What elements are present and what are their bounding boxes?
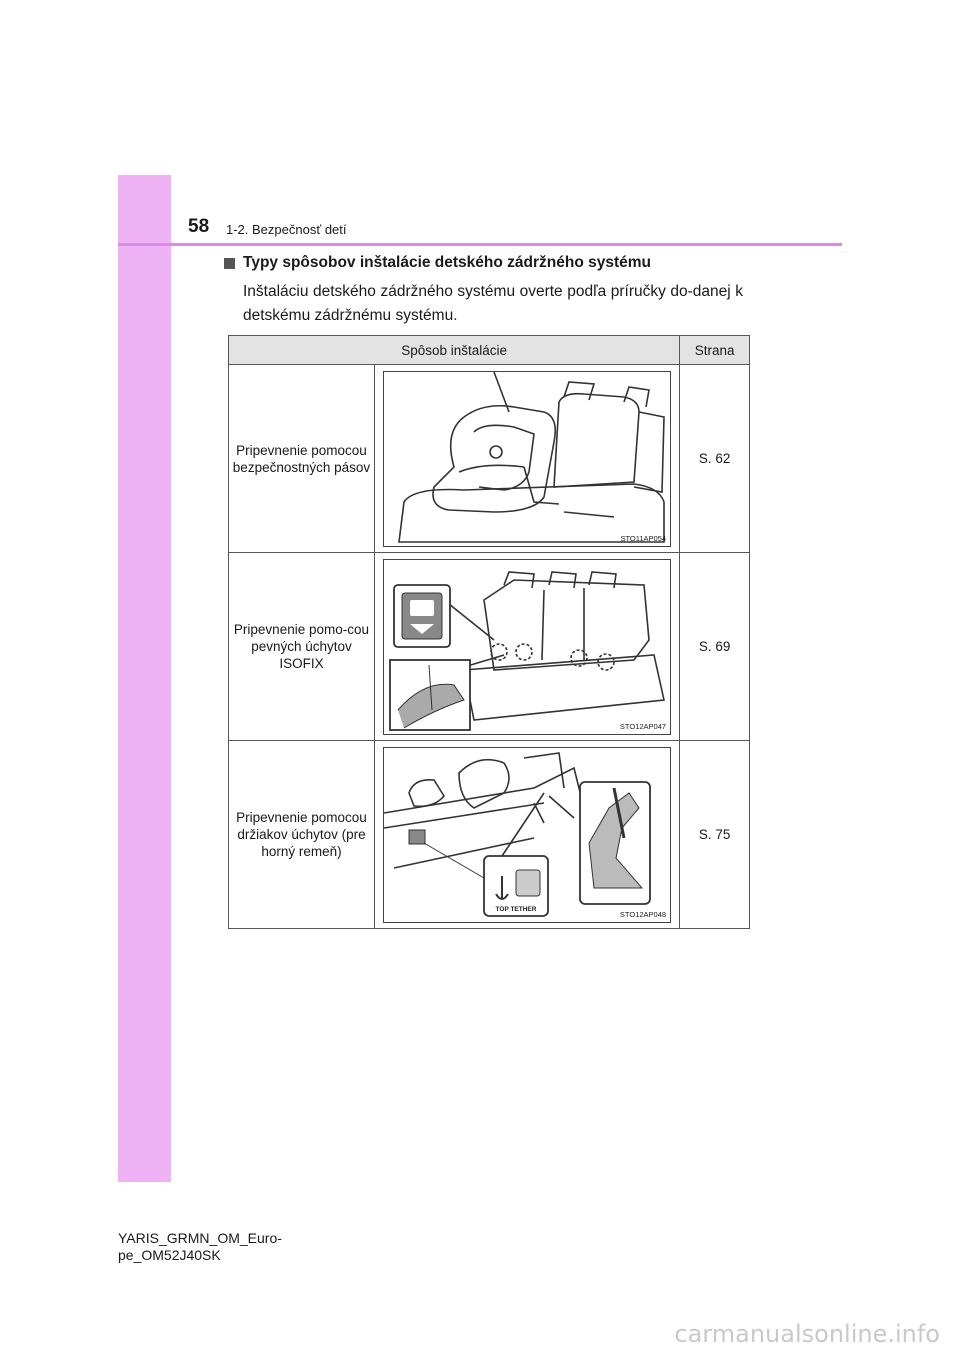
column-header-page: Strana: [680, 336, 750, 365]
page-reference: S. 62: [680, 365, 750, 553]
top-tether-label: TOP TETHER: [495, 905, 537, 913]
illustration-cell: [374, 741, 679, 929]
table-row: [229, 365, 750, 553]
top-tether-illustration: [383, 747, 671, 923]
square-bullet-icon: [224, 258, 235, 269]
table-row: [229, 741, 750, 929]
subheading: [224, 254, 651, 272]
illustration-cell: [374, 553, 679, 741]
watermark: carmanualsonline.info: [674, 1320, 940, 1348]
method-label: Pripevnenie pomo-cou pevných úchytov ISOFIX: [229, 553, 375, 741]
seatbelt-child-seat-illustration: [383, 371, 671, 547]
image-code: STO12AP047: [619, 721, 667, 731]
table-header-row: [229, 336, 750, 365]
subheading-text: Typy spôsobov inštalácie detského zádržného systému: [243, 254, 651, 271]
page-reference: S. 69: [680, 553, 750, 741]
intro-paragraph: Inštaláciu detského zádržného systému overte podľa príručky do-danej k detskému zádržnému systému.: [243, 283, 743, 324]
section-title: 1-2. Bezpečnosť detí: [226, 222, 347, 237]
installation-methods-table: [228, 335, 750, 929]
document-footer: [118, 1230, 282, 1264]
page-number: 58: [188, 216, 210, 237]
image-code: STO12AP048: [619, 909, 667, 919]
header-divider: [118, 243, 842, 246]
page-reference: S. 75: [680, 741, 750, 929]
table-row: [229, 553, 750, 741]
isofix-anchors-illustration: [383, 559, 671, 735]
footer-line-1: YARIS_GRMN_OM_Euro-: [118, 1230, 282, 1246]
footer-line-2: pe_OM52J40SK: [118, 1247, 221, 1263]
method-label: Pripevnenie pomocou bezpečnostných pásov: [229, 365, 375, 553]
image-code: STO11AP054: [620, 533, 667, 543]
method-label: Pripevnenie pomocou držiakov úchytov (pre horný remeň): [229, 741, 375, 929]
chapter-sidebar-tab: [118, 175, 171, 1182]
column-header-method: Spôsob inštalácie: [229, 336, 680, 365]
illustration-cell: [374, 365, 679, 553]
